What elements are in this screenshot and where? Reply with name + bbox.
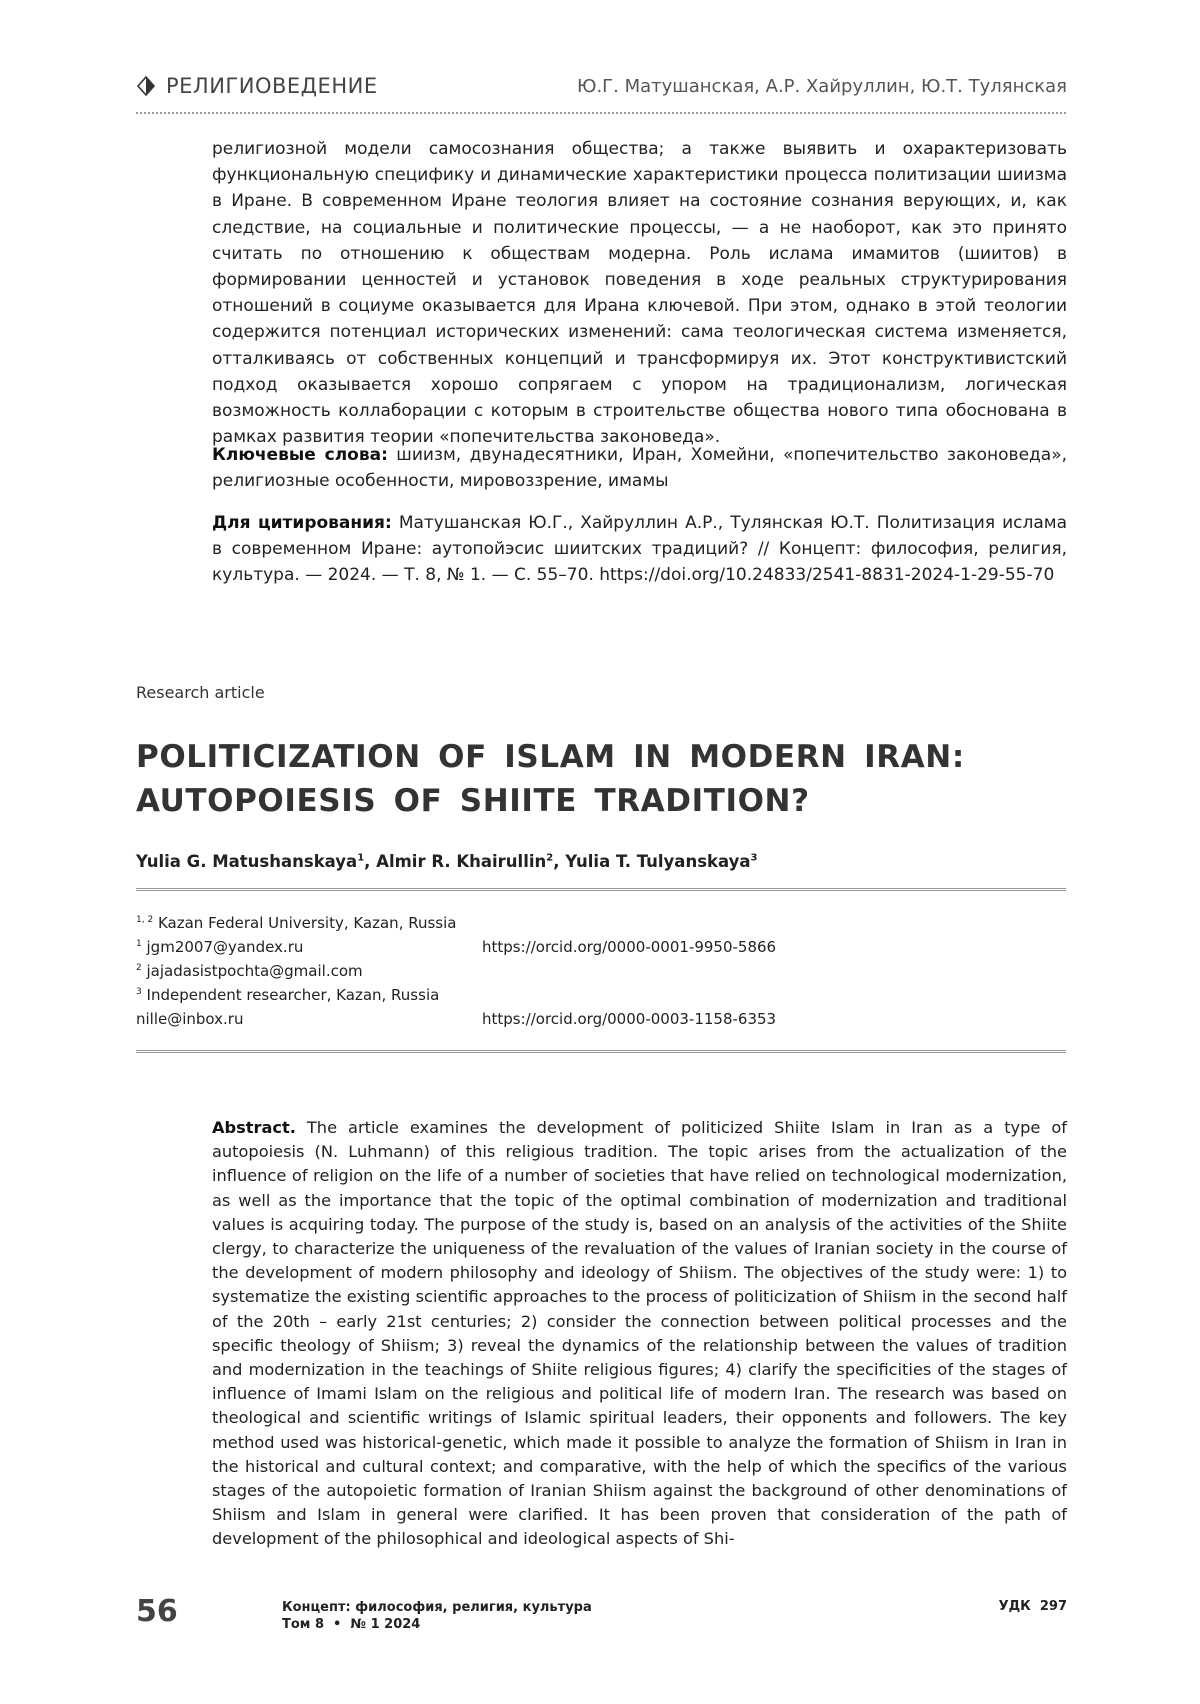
- keywords-text: шиизм, двунадесятники, Иран, Хомейни, «попечительство законоведа», религиозные особенности, мировоззрение, имамы: [212, 445, 1068, 492]
- orcid-link-1[interactable]: https://orcid.org/0000-0001-9950-5866: [482, 938, 777, 956]
- email-line-2: [136, 962, 363, 980]
- affiliation-line-3: [136, 986, 439, 1004]
- english-abstract: [212, 1116, 1067, 1552]
- page-number: 56: [136, 1594, 178, 1629]
- title-line-2: AUTOPOIESIS OF SHIITE TRADITION?: [136, 783, 810, 819]
- author-sup: 1: [357, 852, 365, 864]
- email-line-3[interactable]: nille@inbox.ru: [136, 1010, 244, 1028]
- abstract-label: Abstract.: [212, 1118, 296, 1137]
- abstract-text: The article examines the development of politicized Shiite Islam in Iran as a type of autopoiesis (N. Luhmann) of this religious tradition. The topic arises from the actualization of the influence of religion on the life of a number of societies that have relied on technological modernization, as well as the importance that the topic of the optimal combination of modernization and traditional values is acquiring today. The purpose of the study is, based on an analysis of the activities of the Shiite clergy, to characterize the uniqueness of the revaluation of the values of Iranian society in the course of the development of modern philosophy and ideology of Shiism. The objectives of the study were: 1) to systematize the existing scientific approaches to the process of politicization of Shiism in the second half of the 20th – early 21st centuries; 2) consider the connection between political processes and the specific theology of Shiism; 3) reveal the dynamics of the relationship between the values of tradition and modernization in the teachings of Shiite religious figures; 4) clarify the specificities of the stages of influence of Imami Islam on the religious and political life of modern Iran. The research was based on theological and scientific writings of Islamic spiritual leaders, their opponents and followers. The key method used was historical-genetic, which made it possible to analyze the formation of Shiism in Iran in the historical and cultural context; and comparative, with the help of which the specifics of the various stages of the autopoietic formation of Iranian Shiism against the background of other denominations of Shiism and Islam in general were clarified. It has been proven that consideration of the path of development of the philosophical and ideological aspects of Shi-: [212, 1118, 1067, 1549]
- aff-text: Kazan Federal University, Kazan, Russia: [157, 914, 457, 932]
- aff-sup: 2: [136, 963, 142, 973]
- diamond-icon: [136, 76, 156, 96]
- affiliations-bottom-rule: [136, 1050, 1066, 1053]
- email-line-1: [136, 938, 303, 956]
- aff-sup: 1: [136, 939, 142, 949]
- author-sup: 3: [750, 852, 758, 864]
- aff-text: Independent researcher, Kazan, Russia: [146, 986, 440, 1004]
- running-header-authors: Ю.Г. Матушанская, А.Р. Хайруллин, Ю.Т. Тулянская: [577, 76, 1067, 97]
- author-name: Yulia T. Tulyanskaya: [565, 852, 751, 871]
- russian-citation: [212, 510, 1067, 589]
- header-divider: [136, 112, 1066, 114]
- author-list: [136, 852, 757, 871]
- title-line-1: POLITICIZATION OF ISLAM IN MODERN IRAN:: [136, 739, 965, 775]
- article-title: [136, 735, 1066, 823]
- journal-issue: Том 8 • № 1 2024: [282, 1617, 421, 1632]
- journal-name: Концепт: философия, религия, культура: [282, 1600, 592, 1615]
- section-label: РЕЛИГИОВЕДЕНИЕ: [166, 74, 378, 98]
- russian-abstract-continuation: религиозной модели самосознания общества; а также выявить и охарактеризовать функциональную специфику и динамические характеристики процесса политизации шиизма в Иране. В современном Иране теология влияет на состояние сознания верующих, и, как следствие, на социальные и политические процессы, — а не наоборот, как это принято считать по отношению к обществам модерна. Роль ислама имамитов (шиитов) в формировании ценностей и установок поведения в ходе реальных структурирования отношений в социуме оказывается для Ирана ключевой. При этом, однако в этой теологии содержится потенциал исторических изменений: сама теологическая система изменяется, отталкиваясь от собственных концепций и трансформируя их. Этот конструктивистский подход оказывается хорошо сопрягаем с упором на традиционализм, логическая возможность коллаборации с которым в строительстве общества нового типа обоснована в рамках развития теории «попечительства законоведа».: [212, 139, 1067, 448]
- citation-text: Матушанская Ю.Г., Хайруллин А.Р., Тулянская Ю.Т. Политизация ислама в современном Иране: аутопойэсис шиитских традиций? // Концепт: философия, религия, культура. — 2024. — Т. 8, № 1. — С. 55–70. https://doi.org/10.24833/2541-8831-2024-1-29-55-70: [212, 513, 1067, 586]
- keywords-label: Ключевые слова:: [212, 445, 388, 465]
- orcid-link-3[interactable]: https://orcid.org/0000-0003-1158-6353: [482, 1010, 777, 1028]
- running-header-section: [136, 74, 378, 98]
- udk-code: УДК 297: [998, 1599, 1067, 1614]
- author-separator: ,: [364, 852, 377, 871]
- author-name: Yulia G. Matushanskaya: [136, 852, 358, 871]
- citation-label: Для цитирования:: [212, 513, 392, 533]
- affiliation-line-1: [136, 914, 456, 932]
- author-sup: 2: [546, 852, 554, 864]
- russian-keywords: [212, 442, 1067, 494]
- email-link[interactable]: jgm2007@yandex.ru: [146, 938, 304, 956]
- article-type: Research article: [136, 683, 265, 702]
- aff-sup: 3: [136, 987, 142, 997]
- aff-sup: 1, 2: [136, 915, 154, 925]
- affiliations-top-rule: [136, 888, 1066, 891]
- journal-info: [282, 1599, 592, 1633]
- email-link[interactable]: jajadasistpochta@gmail.com: [146, 962, 363, 980]
- author-separator: ,: [553, 852, 566, 871]
- author-name: Almir R. Khairullin: [376, 852, 547, 871]
